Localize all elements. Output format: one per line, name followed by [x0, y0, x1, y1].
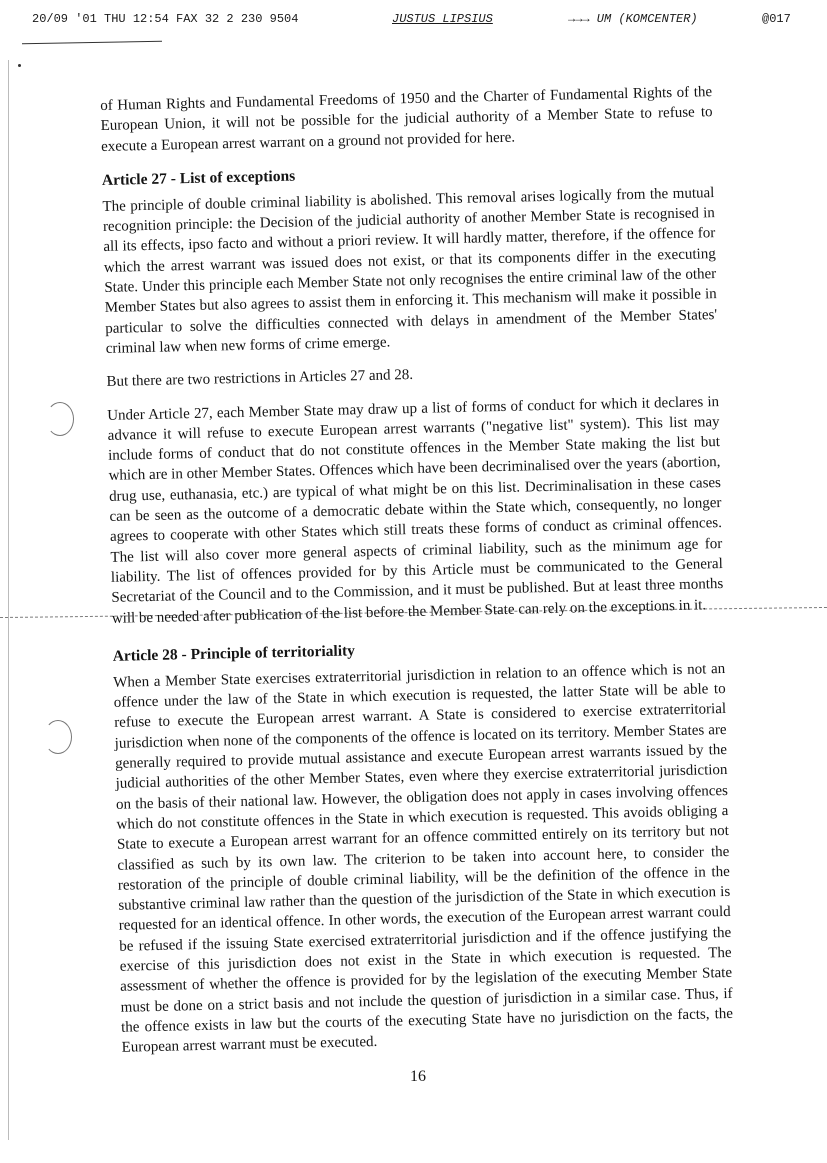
document-body: [100, 82, 734, 1071]
header-rule: [22, 41, 162, 44]
article-27-paragraph-3: Under Article 27, each Member State may draw up a list of forms of conduct for which it declares in advance it will refuse to execute European arrest warrants ("negative list" system). This list may include forms of conduct that do not constitute offences in the Member State making the list but which are in other Member States. Offences which have been decriminalised over the years (abortion, drug use, euthanasia, etc.) are typical of what might be on this list. Decriminalisation in these cases can be seen as the outcome of a democratic debate within the State which, consequently, no longer agrees to cooperate with other States which still treats these forms of conduct as criminal offences. The list will also cover more general aspects of criminal liability, such as the minimum age for liability. The list of offences provided for by this Article must be communicated to the General Secretariat of the Council and to the Commission, and it must be published. But at least three months will be needed after publication of the list before the Member State can rely on the exceptions in it.: [107, 393, 724, 627]
article-28-heading: Article 28 - Principle of territoriality: [112, 642, 356, 665]
fax-sender: JUSTUS LIPSIUS: [392, 12, 493, 26]
fax-header: [0, 0, 827, 34]
punch-hole-top: [46, 402, 74, 436]
article-27-paragraph-2: But there are two restrictions in Articles 27 and 28.: [106, 367, 414, 391]
fax-datetime: 20/09 '01 THU 12:54 FAX 32 2 230 9504: [32, 12, 299, 26]
article-27-paragraph-1: The principle of double criminal liability is abolished. This removal arises logically from the mutual recognition principle: the Decision of the judicial authority of another Member State is recognised in all its effects, ipso facto and without a priori review. It will hardly matter, therefore, if the offence for which the arrest warrant was issued does not exist, or that its components differ in the executing State. Under this principle each Member State not only recognises the entire criminal law of the other Member States but also agrees to assist them in enforcing it. This mechanism will make it possible in particular to solve the difficulties connected with delays in amendment of the Member States' criminal law when new forms of crime emerge.: [102, 184, 718, 357]
margin-line: [8, 60, 9, 1140]
fax-page-code: @017: [762, 12, 791, 26]
scan-speck: [18, 64, 21, 67]
punch-hole-bottom: [44, 720, 72, 754]
article-28-paragraph-1: When a Member State exercises extraterritorial jurisdiction in relation to an offence which is not an offence under the law of the State in which execution is requested, the latter State will be able to refuse to execute the European arrest warrant. A State is considered to exercise extraterritorial jurisdiction when none of the components of the offence is located on its territory. Member States are generally required to provide mutual assistance and execute European arrest warrants issued by the judicial authorities of the other Member States, even where they exercise extraterritorial jurisdiction on the basis of their national law. However, the obligation does not apply in cases involving offences which do not constitute offences in the State in which execution is requested. This avoids obliging a State to execute a European arrest warrant for an offence committed entirely on its territory but not classified as such by its own law. The criterion to be taken into account here, to consider the restoration of the principle of double criminal liability, will be the definition of the offence in the substantive criminal law rather than the question of the jurisdiction of the State in which execution is requested for an identical offence. In other words, the execution of the European arrest warrant could be refused if the issuing State exercised extraterritorial jurisdiction and if the offence justifying the exercise of this jurisdiction does not exist in the State in which execution is requested. The assessment of whether the offence is provided for by the legislation of the executing Member State must be done on a strict basis and not include the question of jurisdiction in a similar case. Thus, if the offence exists in law but the courts of the executing State have no jurisdiction on the facts, the European arrest warrant must be executed.: [113, 660, 734, 1056]
page-number: 16: [410, 1068, 426, 1085]
intro-paragraph: of Human Rights and Fundamental Freedoms of 1950 and the Charter of Fundamental Rights of the European Union, it will not be possible for the judicial authority of a Member State to refuse to execute a European arrest warrant on a ground not provided for here.: [100, 84, 713, 155]
fax-recipient: →→→ UM (KOMCENTER): [568, 12, 698, 26]
article-27-heading: Article 27 - List of exceptions: [101, 167, 296, 189]
